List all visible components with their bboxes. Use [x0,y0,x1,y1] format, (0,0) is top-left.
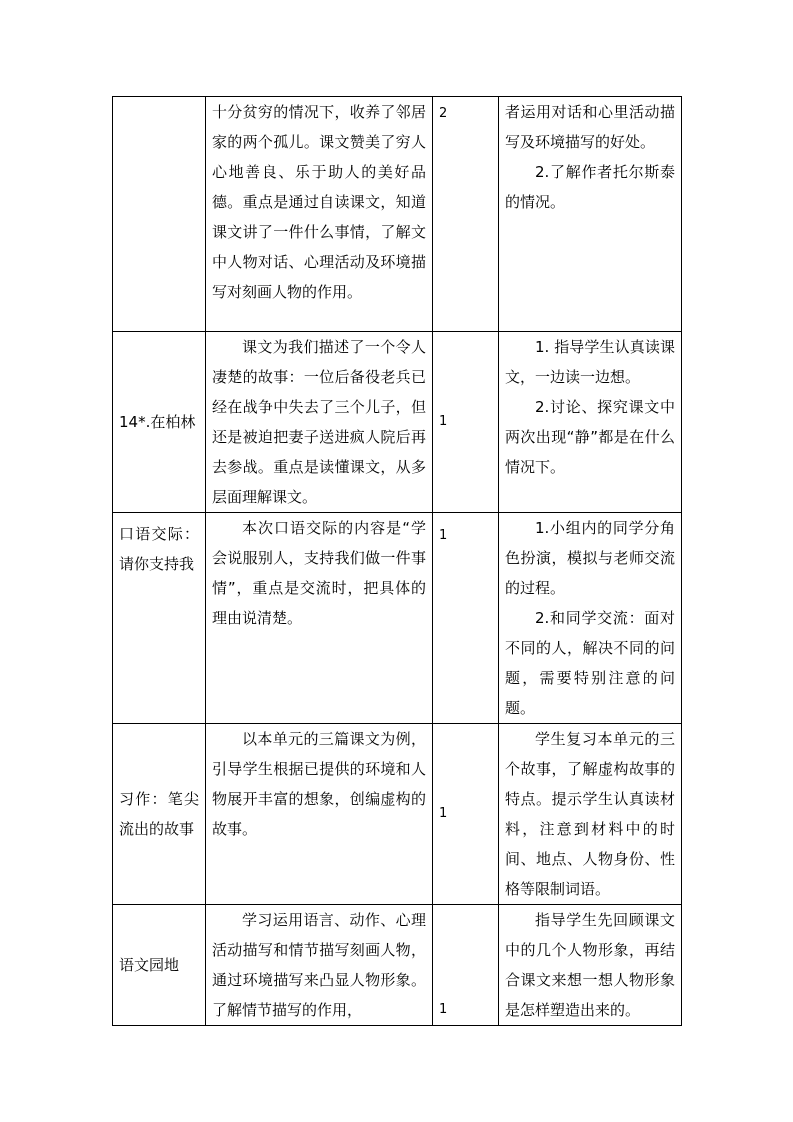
lesson-name: 习作：笔尖流出的故事 [119,790,199,838]
content-text: 十分贫穷的情况下，收养了邻居家的两个孤儿。课文赞美了穷人心地善良、乐于助人的美好品德。重点是通过自读课文，知道课文讲了一件什么事情，了解文中人物对话、心理活动及环境描写对刻画人物的作用。 [212,103,426,301]
hours-value: 1 [439,528,448,543]
goal-text: 指导学生先回顾课文中的几个人物形象，再结合课文来想一想人物形象是怎样塑造出来的。 [505,911,675,1019]
table-row [113,97,682,332]
goal-text: 2.了解作者托尔斯泰的情况。 [505,163,675,211]
lesson-name: 口语交际：请你支持我 [119,525,199,573]
goal-text: 1. 指导学生认真读课文，一边读一边想。 [505,338,675,386]
hours-cell [433,332,499,513]
goal-text: 1.小组内的同学分角色扮演，模拟与老师交流的过程。 [505,519,675,597]
content-cell [206,97,433,332]
lesson-name-cell [113,97,206,332]
table-row [113,513,682,724]
table-row [113,724,682,905]
goals-cell [499,332,682,513]
content-text: 本次口语交际的内容是“学会说服别人，支持我们做一件事情”，重点是交流时，把具体的理由说清楚。 [212,519,426,627]
hours-value: 2 [439,106,448,121]
content-cell [206,724,433,905]
lesson-plan-table [112,96,682,1026]
content-text: 课文为我们描述了一个令人凄楚的故事：一位后备役老兵已经在战争中失去了三个儿子，但还是被迫把妻子送进疯人院后再去参战。重点是读懂课文，从多层面理解课文。 [212,338,426,506]
table-row [113,905,682,1026]
content-cell [206,332,433,513]
content-text: 学习运用语言、动作、心理活动描写和情节描写刻画人物，通过环境描写来凸显人物形象。了解情节描写的作用， [212,911,426,1019]
goals-cell [499,724,682,905]
goals-cell [499,905,682,1026]
goals-cell [499,513,682,724]
hours-cell [433,724,499,905]
goals-cell [499,97,682,332]
hours-value: 1 [439,414,448,429]
hours-cell [433,905,499,1026]
goal-text: 学生复习本单元的三个故事，了解虚构故事的特点。提示学生认真读材料，注意到材料中的时间、地点、人物身份、性格等限制词语。 [505,730,675,898]
content-cell [206,905,433,1026]
lesson-name-cell [113,905,206,1026]
hours-value: 1 [439,1002,448,1017]
hours-cell [433,97,499,332]
content-text: 以本单元的三篇课文为例，引导学生根据已提供的环境和人物展开丰富的想象，创编虚构的故事。 [212,730,426,838]
lesson-name: 语文园地 [119,956,180,974]
lesson-name-cell [113,332,206,513]
lesson-name-cell [113,513,206,724]
lesson-name-cell [113,724,206,905]
goal-text: 者运用对话和心里活动描写及环境描写的好处。 [505,103,675,151]
lesson-name: 14*.在柏林 [119,413,196,431]
hours-cell [433,513,499,724]
hours-value: 1 [439,806,448,821]
table-row [113,332,682,513]
content-cell [206,513,433,724]
goal-text: 2.讨论、探究课文中两次出现“静”都是在什么情况下。 [505,398,675,476]
goal-text: 2.和同学交流：面对不同的人，解决不同的问题，需要特别注意的问题。 [505,609,675,717]
